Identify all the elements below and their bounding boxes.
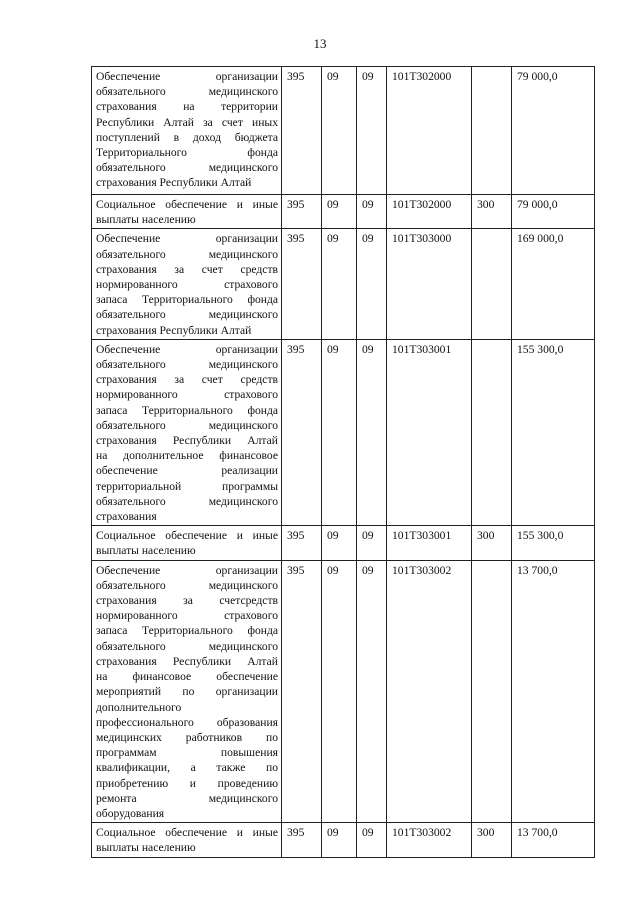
target-article: 101Т303002 [387,560,472,822]
target-article: 101Т302000 [387,67,472,195]
amount: 169 000,0 [512,229,595,339]
description-line: Социальное обеспечение и иные [96,529,278,543]
description-line: выплаты населению [96,841,196,855]
subsection-code: 09 [357,67,387,195]
row-description [92,526,282,560]
description-line: Социальное обеспечение и иные [96,826,278,840]
amount: 79 000,0 [512,195,595,229]
description-line: нормированного страхового [96,609,278,623]
description-line: запаса Территориального фонда [96,403,278,417]
page-number: 13 [313,36,327,51]
description-line: выплаты населению [96,544,196,558]
table-row [92,339,595,525]
description-line: страхования за счет средств [96,373,278,387]
ministry-code: 395 [282,67,322,195]
section-code: 09 [322,229,357,339]
target-article: 101Т303001 [387,339,472,525]
table-row [92,823,595,857]
description-line: ремонта медицинского [96,791,278,805]
expense-type: 300 [472,823,512,857]
description-line: медицинских работников по [96,730,278,744]
description-line: мероприятий по организации [96,685,278,699]
ministry-code: 395 [282,195,322,229]
description-line: обеспечение реализации [96,464,278,478]
subsection-code: 09 [357,526,387,560]
description-line: нормированного страхового [96,388,278,402]
description-line: квалификации, а также по [96,761,278,775]
ministry-code: 395 [282,823,322,857]
description-line: страхования за счетсредств [96,594,278,608]
description-line: программам повышения [96,746,278,760]
description-line: поступлений в доход бюджета [96,130,278,144]
subsection-code: 09 [357,560,387,822]
section-code: 09 [322,823,357,857]
row-description [92,195,282,229]
expense-type [472,67,512,195]
amount: 155 300,0 [512,339,595,525]
description-line: приобретению и проведению [96,776,278,790]
description-line: обязательного медицинского [96,494,278,508]
row-description [92,229,282,339]
section-code: 09 [322,195,357,229]
subsection-code: 09 [357,339,387,525]
description-line: на финансовое обеспечение [96,670,278,684]
description-line: страхования на территории [96,100,278,114]
amount: 13 700,0 [512,560,595,822]
table-row [92,229,595,339]
amount: 79 000,0 [512,67,595,195]
expense-type: 300 [472,526,512,560]
subsection-code: 09 [357,823,387,857]
section-code: 09 [322,560,357,822]
description-line: обязательного медицинского [96,85,278,99]
description-line: Обеспечение организации [96,232,278,246]
description-line: Обеспечение организации [96,563,278,577]
section-code: 09 [322,339,357,525]
expense-type [472,229,512,339]
description-line: обязательного медицинского [96,247,278,261]
description-line: обязательного медицинского [96,358,278,372]
subsection-code: 09 [357,229,387,339]
row-description [92,560,282,822]
description-line: страхования [96,510,157,524]
table-row [92,526,595,560]
row-description [92,67,282,195]
description-line: выплаты населению [96,213,196,227]
table-row [92,195,595,229]
description-line: на дополнительное финансовое [96,449,278,463]
description-line: Обеспечение организации [96,70,278,83]
description-line: запаса Территориального фонда [96,624,278,638]
target-article: 101Т303001 [387,526,472,560]
description-line: обязательного медицинского [96,308,278,322]
subsection-code: 09 [357,195,387,229]
section-code: 09 [322,526,357,560]
table-row [92,560,595,822]
description-line: Социальное обеспечение и иные [96,198,278,211]
description-line: дополнительного [96,700,182,714]
ministry-code: 395 [282,560,322,822]
budget-table [91,66,595,858]
row-description [92,339,282,525]
description-line: обязательного медицинского [96,578,278,592]
description-line: Обеспечение организации [96,342,278,356]
amount: 155 300,0 [512,526,595,560]
description-line: Республики Алтай за счет иных [96,115,278,129]
ministry-code: 395 [282,229,322,339]
description-line: нормированного страхового [96,278,278,292]
amount: 13 700,0 [512,823,595,857]
ministry-code: 395 [282,526,322,560]
section-code: 09 [322,67,357,195]
description-line: обязательного медицинского [96,418,278,432]
target-article: 101Т302000 [387,195,472,229]
ministry-code: 395 [282,339,322,525]
description-line: запаса Территориального фонда [96,293,278,307]
description-line: оборудования [96,806,165,820]
row-description [92,823,282,857]
description-line: территориальной программы [96,479,278,493]
expense-type: 300 [472,195,512,229]
target-article: 101Т303000 [387,229,472,339]
description-line: страхования Республики Алтай [96,434,278,448]
description-line: страхования Республики Алтай [96,654,278,668]
description-line: обязательного медицинского [96,161,278,175]
description-line: страхования Республики Алтай [96,323,252,337]
description-line: профессионального образования [96,715,278,729]
target-article: 101Т303002 [387,823,472,857]
description-line: страхования Республики Алтай [96,176,252,190]
description-line: Территориального фонда [96,146,278,160]
description-line: страхования за счет средств [96,262,278,276]
description-line: обязательного медицинского [96,639,278,653]
expense-type [472,339,512,525]
table-row [92,67,595,195]
expense-type [472,560,512,822]
